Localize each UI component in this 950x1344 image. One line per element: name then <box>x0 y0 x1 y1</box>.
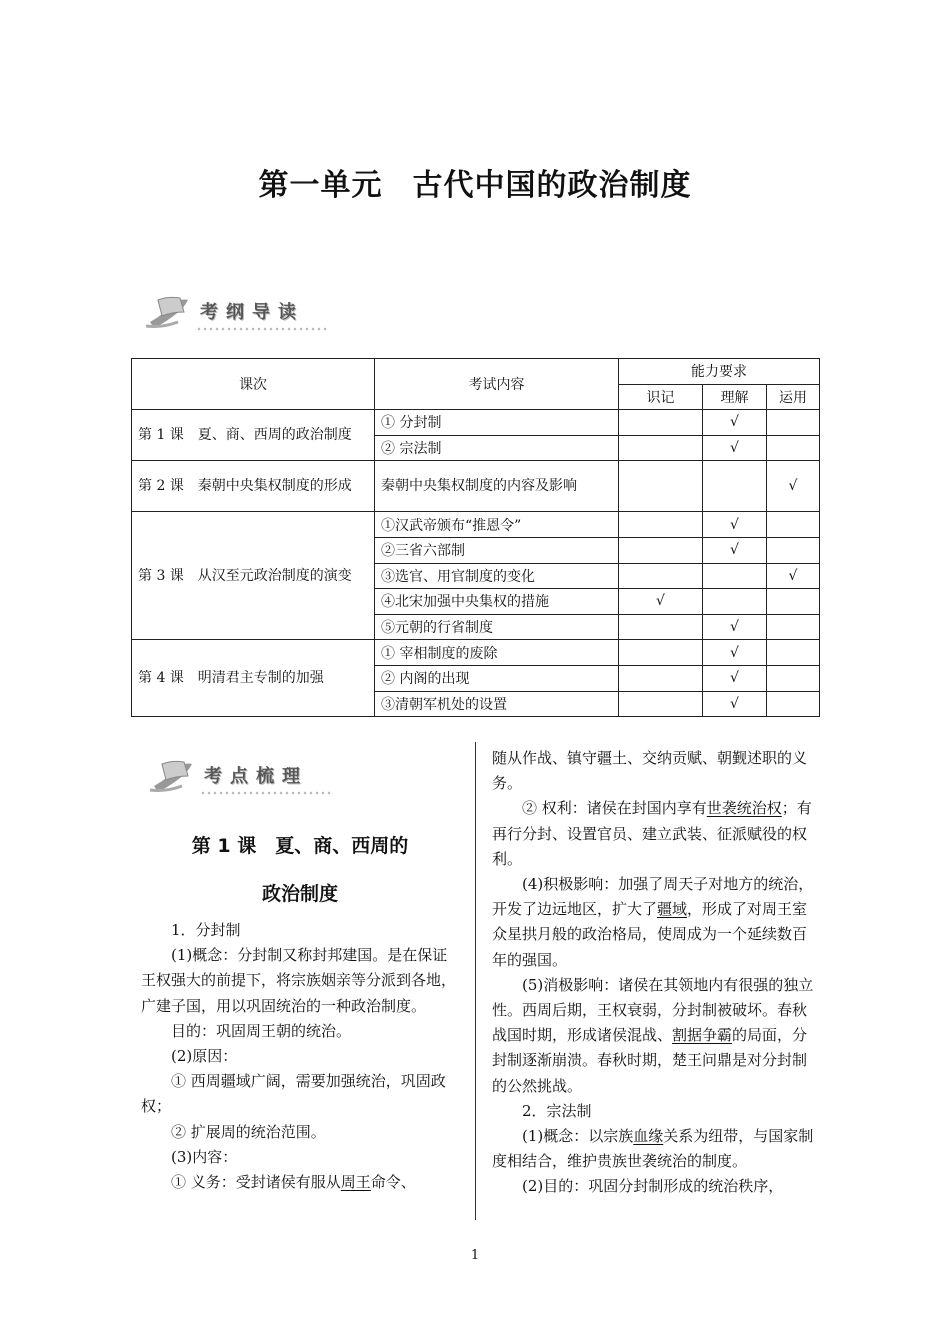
paragraph: (2)原因： <box>171 1047 238 1066</box>
banner-dots <box>196 326 328 332</box>
banner-dots <box>200 790 332 796</box>
content-cell: ① 宰相制度的废除 <box>375 640 619 666</box>
header-recall: 识记 <box>619 384 703 410</box>
header-lesson: 课次 <box>132 359 375 410</box>
check-mark: √ <box>703 512 767 538</box>
column-divider <box>475 742 476 1220</box>
lesson-cell: 第 4 课 明清君主专制的加强 <box>132 640 375 717</box>
underlined-term: 割据争霸 <box>672 1026 733 1045</box>
unit-title <box>0 160 950 204</box>
check-mark: √ <box>703 640 767 666</box>
check-mark: √ <box>703 665 767 691</box>
banner-label: 考纲导读 <box>200 302 304 323</box>
check-mark: √ <box>767 563 820 589</box>
paragraph: ① 西周疆域广阔，需要加强统治，巩固政权； <box>141 1072 446 1116</box>
outline-table <box>131 358 820 717</box>
paragraph: (5)消极影响：诸侯在其领地内有很强的独立性。西周后期，王权衰弱，分封制被破坏。春秋战国时期，形成诸侯混战、割据争霸的局面，分封制逐渐崩溃。春秋时期，楚王问鼎是对分封制的公然挑战。 <box>492 975 814 1095</box>
header-apply: 运用 <box>767 384 820 410</box>
header-content: 考试内容 <box>375 359 619 410</box>
check-mark: √ <box>767 461 820 512</box>
right-column <box>492 746 814 1200</box>
underlined-term: 血缘 <box>633 1127 664 1146</box>
lesson-cell: 第 1 课 夏、商、西周的政治制度 <box>132 410 375 461</box>
check-mark: √ <box>703 691 767 717</box>
paragraph: (2)目的：巩固分封制形成的统治秩序， <box>522 1177 784 1196</box>
paragraph: ② 扩展周的统治范围。 <box>171 1122 326 1141</box>
paragraph: 随从作战、镇守疆土、交纳贡赋、朝觐述职的义务。 <box>492 749 808 793</box>
content-cell: ① 分封制 <box>375 410 619 436</box>
paragraph: 2．宗法制 <box>522 1101 592 1120</box>
paragraph: (1)概念：分封制又称封邦建国。是在保证王权强大的前提下，将宗族姻亲等分派到各地，广建子国，用以巩固统治的一种政治制度。 <box>141 946 457 1015</box>
paragraph: (1)概念：以宗族血缘关系为纽带，与国家制度相结合，维护贵族世袭统治的制度。 <box>492 1127 814 1171</box>
content-cell: ② 宗法制 <box>375 435 619 461</box>
check-mark: √ <box>703 435 767 461</box>
check-mark: √ <box>619 589 703 615</box>
lesson-heading <box>141 822 459 918</box>
check-mark: √ <box>703 537 767 563</box>
paragraph: ② 权利：诸侯在封国内享有世袭统治权；有再行分封、设置官员、建立武装、征派赋役的权利。 <box>492 799 812 868</box>
lesson-heading-line1: 第 1 课 夏、商、西周的 <box>191 835 409 857</box>
left-column <box>141 822 459 1195</box>
header-ability: 能力要求 <box>619 359 820 385</box>
banner-outline <box>144 292 344 336</box>
paragraph: (4)积极影响：加强了周天子对地方的统治，开发了边远地区，扩大了疆域，形成了对周王室众星拱月般的政治格局，使周成为一个延续数百年的强国。 <box>492 875 814 969</box>
content-cell: ④北宋加强中央集权的措施 <box>375 589 619 615</box>
header-understand: 理解 <box>703 384 767 410</box>
banner-label: 考点梳理 <box>204 766 308 787</box>
unit-number: 第一单元 <box>258 168 383 203</box>
content-cell: ③清朝军机处的设置 <box>375 691 619 717</box>
content-cell: ②三省六部制 <box>375 537 619 563</box>
paragraph: 1．分封制 <box>171 921 241 939</box>
lesson-cell: 第 2 课 秦朝中央集权制度的形成 <box>132 461 375 512</box>
content-cell: ⑤元朝的行省制度 <box>375 614 619 640</box>
paragraph: ① 义务：受封诸侯有服从周王命令、 <box>171 1173 416 1192</box>
scroll-logo-icon <box>144 292 204 332</box>
paragraph: 目的：巩固周王朝的统治。 <box>171 1021 352 1040</box>
check-mark: √ <box>703 410 767 436</box>
content-cell: ② 内阁的出现 <box>375 665 619 691</box>
lesson-cell: 第 3 课 从汉至元政治制度的演变 <box>132 512 375 640</box>
underlined-term: 世袭统治权 <box>706 799 782 818</box>
paragraph: (3)内容： <box>171 1147 238 1166</box>
content-cell: 秦朝中央集权制度的内容及影响 <box>375 461 619 512</box>
banner-keypoints <box>148 756 348 800</box>
content-cell: ③选官、用官制度的变化 <box>375 563 619 589</box>
underlined-term: 疆域 <box>657 900 688 919</box>
scroll-logo-icon <box>148 756 208 796</box>
check-mark: √ <box>703 614 767 640</box>
unit-name: 古代中国的政治制度 <box>412 168 692 203</box>
content-cell: ①汉武帝颁布“推恩令” <box>375 512 619 538</box>
lesson-heading-line2: 政治制度 <box>261 883 338 905</box>
page-number: 1 <box>470 1248 480 1263</box>
underlined-term: 周王 <box>340 1173 371 1192</box>
